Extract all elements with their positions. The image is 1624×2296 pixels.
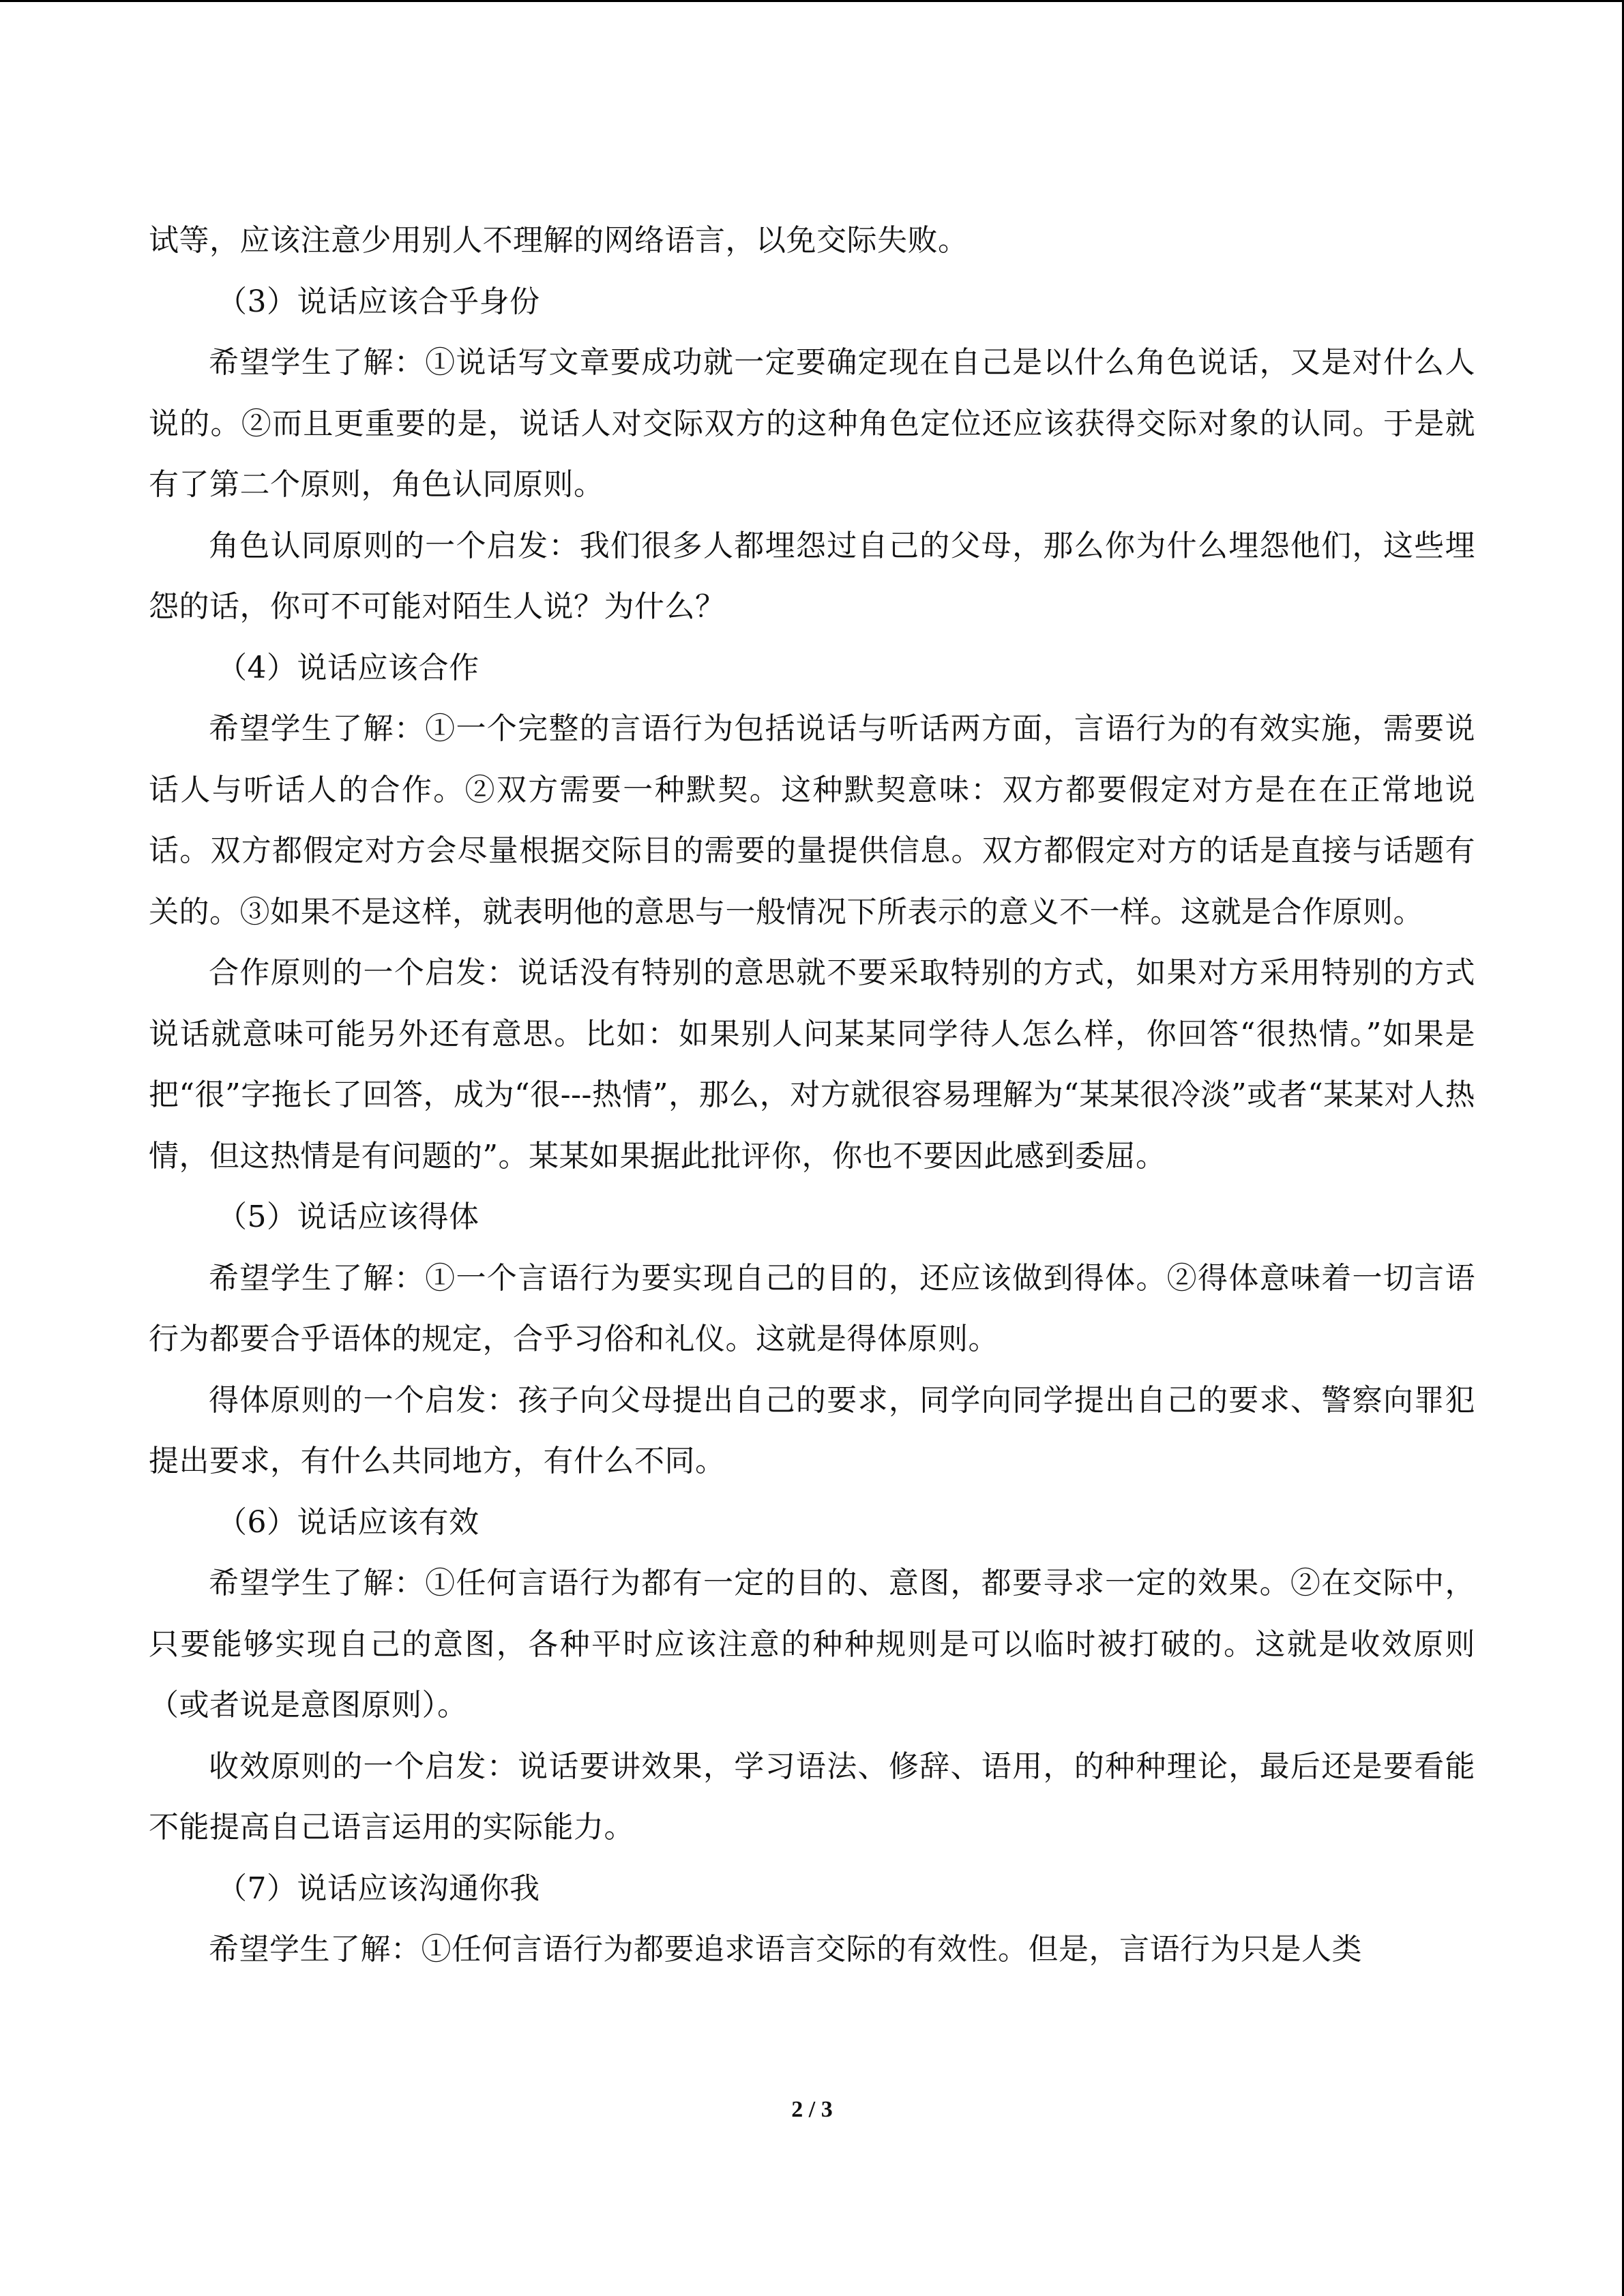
paragraph: 希望学生了解：①一个完整的言语行为包括说话与听话两方面，言语行为的有效实施，需要说话人与听话人的合作。②双方需要一种默契。这种默契意味：双方都要假定对方是在在正常地说话。双方都假定对方会尽量根据交际目的需要的量提供信息。双方都假定对方的话是直接与话题有关的。③如果不是这样，就表明他的意思与一般情况下所表示的意义不一样。这就是合作原则。 <box>149 711 1475 929</box>
section-heading-3: （3）说话应该合乎身份 <box>217 284 540 319</box>
paragraph: 收效原则的一个启发：说话要讲效果，学习语法、修辞、语用，的种种理论，最后还是要看能不能提高自己语言运用的实际能力。 <box>149 1748 1475 1845</box>
paragraph: 得体原则的一个启发：孩子向父母提出自己的要求，同学向同学提出自己的要求、警察向罪犯提出要求，有什么共同地方，有什么不同。 <box>149 1382 1475 1478</box>
section-heading-5: （5）说话应该得体 <box>217 1199 479 1234</box>
section-heading-4: （4）说话应该合作 <box>217 650 479 685</box>
paragraph: 希望学生了解：①任何言语行为都有一定的目的、意图，都要寻求一定的效果。②在交际中，只要能够实现自己的意图，各种平时应该注意的种种规则是可以临时被打破的。这就是收效原则（或者说是意图原则）。 <box>149 1566 1475 1723</box>
paragraph-continuation: 试等，应该注意少用别人不理解的网络语言，以免交际失败。 <box>149 223 969 258</box>
section-heading-7: （7）说话应该沟通你我 <box>217 1870 540 1906</box>
paragraph: 希望学生了解：①说话写文章要成功就一定要确定现在自己是以什么角色说话，又是对什么人说的。②而且更重要的是，说话人对交际双方的这种角色定位还应该获得交际对象的认同。于是就有了第二个原则，角色认同原则。 <box>149 345 1475 502</box>
paragraph: 合作原则的一个启发：说话没有特别的意思就不要采取特别的方式，如果对方采用特别的方式说话就意味可能另外还有意思。比如：如果别人问某某同学待人怎么样，你回答“很热情。”如果是把“很”字拖长了回答，成为“很---热情”，那么，对方就很容易理解为“某某很冷淡”或者“某某对人热情，但这热情是有问题的”。某某如果据此批评你，你也不要因此感到委屈。 <box>149 955 1475 1174</box>
paragraph: 希望学生了解：①任何言语行为都要追求语言交际的有效性。但是，言语行为只是人类 <box>209 1932 1362 1967</box>
paragraph: 角色认同原则的一个启发：我们很多人都埋怨过自己的父母，那么你为什么埋怨他们，这些埋怨的话，你可不可能对陌生人说？为什么？ <box>149 528 1475 624</box>
page-number: 2 / 3 <box>791 2097 833 2122</box>
section-heading-6: （6）说话应该有效 <box>217 1504 479 1540</box>
paragraph: 希望学生了解：①一个言语行为要实现自己的目的，还应该做到得体。②得体意味着一切言语行为都要合乎语体的规定，合乎习俗和礼仪。这就是得体原则。 <box>149 1260 1475 1356</box>
document-body <box>149 210 1475 1980</box>
